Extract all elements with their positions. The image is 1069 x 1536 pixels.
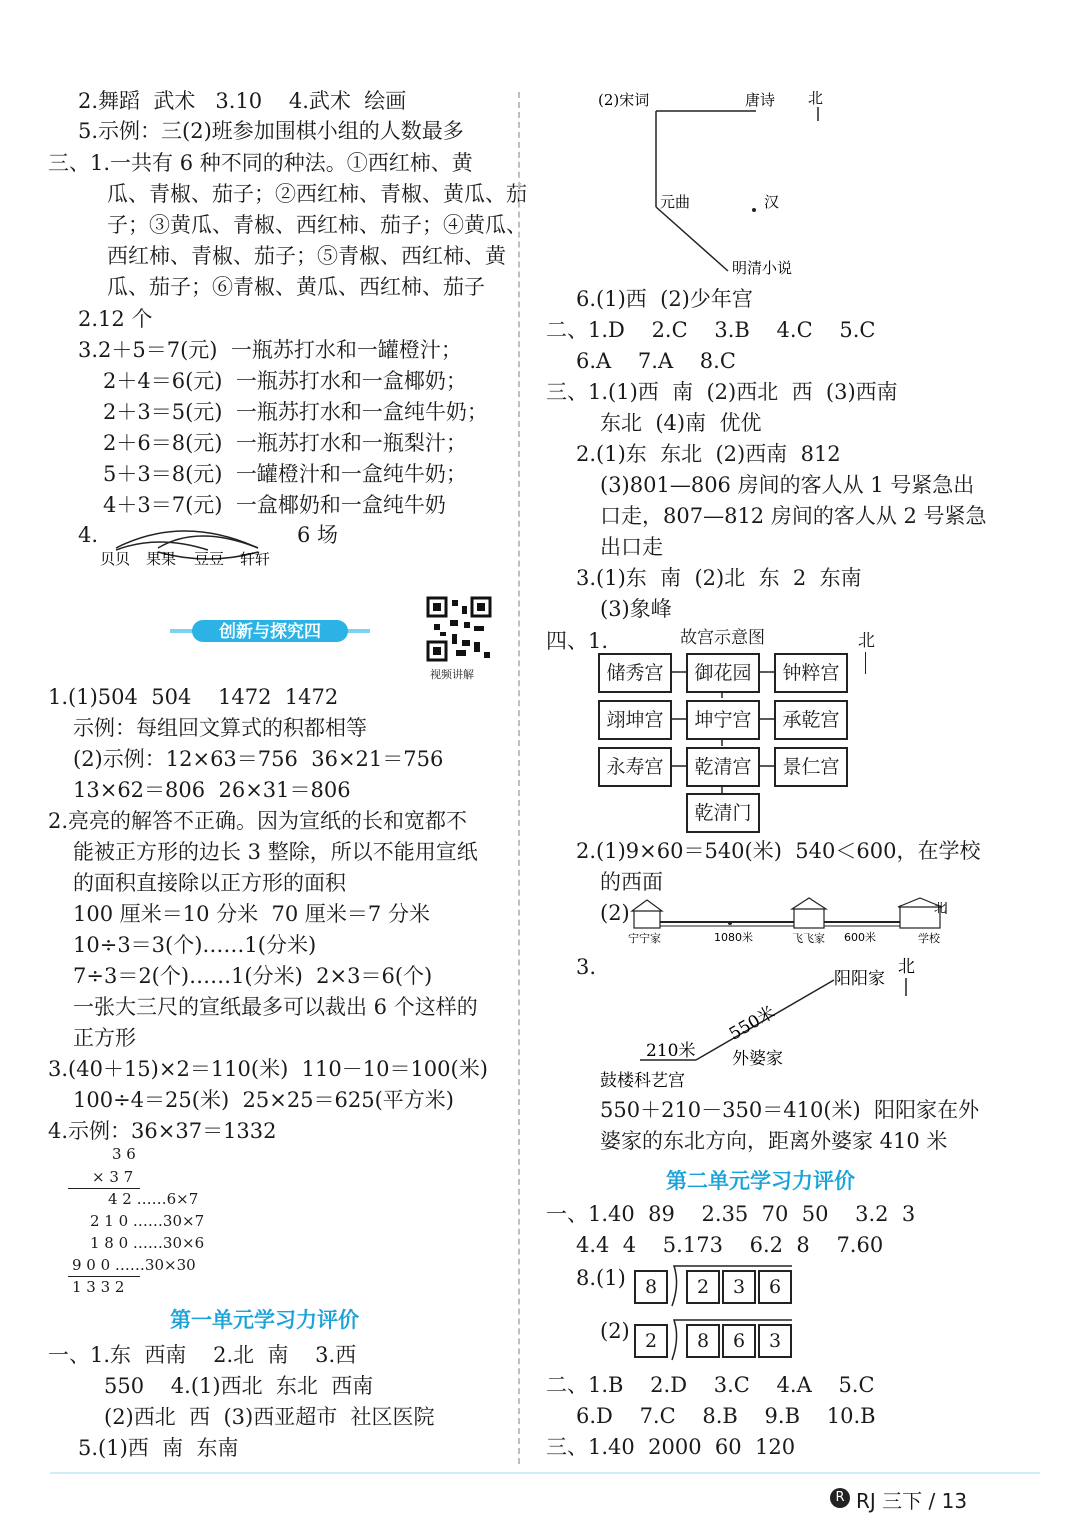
answer-line: 7÷3＝2(个)……1(分米) 2×3＝6(个)	[73, 964, 433, 988]
road-label: 飞飞家	[792, 932, 825, 945]
answer-line: 三、1.(1)西 南 (2)西北 西 (3)西南	[546, 380, 898, 404]
answer-line: (2)示例：12×63＝756 36×21＝756	[73, 747, 444, 771]
answer-line: 婆家的东北方向，距离外婆家 410 米	[600, 1129, 948, 1153]
digit-box: 3	[722, 1270, 756, 1304]
section-banner	[170, 616, 370, 646]
answer-line: (3)象峰	[600, 597, 672, 621]
answer-line: 二、1.D 2.C 3.B 4.C 5.C	[546, 318, 876, 342]
map-label: 阳阳家	[834, 969, 885, 989]
unit2-title: 第二单元学习力评价	[666, 1169, 855, 1193]
footer-rule	[50, 1472, 1040, 1474]
palace-title: 故宫示意图	[680, 628, 765, 648]
house-icon	[794, 908, 824, 928]
answer-line: 三、1.40 2000 60 120	[546, 1435, 796, 1459]
north-label: 北	[808, 89, 824, 107]
map-label: 鼓楼科艺宫	[600, 1071, 685, 1091]
answer-line: 5.示例：三(2)班参加围棋小组的人数最多	[78, 119, 464, 143]
vertical-calc-line: 4 2 ……6×7	[108, 1190, 199, 1208]
digit-box: 3	[758, 1324, 792, 1358]
answer-line: 4.4 4 5.173 6.2 8 7.60	[576, 1233, 884, 1257]
vertical-calc-line: 2 1 0 ……30×7	[90, 1212, 205, 1230]
digit-box: 8	[686, 1324, 720, 1358]
page-number: RJ 三下 / 13	[856, 1489, 968, 1513]
vertical-calc-line: 1 3 3 2	[72, 1278, 125, 1296]
vertical-calc-line: × 3 7	[92, 1168, 134, 1186]
calc-rule	[68, 1276, 140, 1277]
palace-box: 永寿宫	[598, 747, 672, 787]
palace-box: 钟粹宫	[774, 653, 848, 693]
vertical-calc-line: 9 0 0 ……30×30	[72, 1256, 196, 1274]
calc-rule	[68, 1188, 140, 1189]
answer-line: 4.示例：36×37＝1332	[48, 1119, 277, 1143]
answer-line: 东北 (4)南 优优	[600, 411, 762, 435]
answer-line: 四、1.	[546, 629, 609, 653]
road-label: 1080米	[714, 931, 753, 944]
north-label: 北	[898, 957, 915, 977]
answer-line: 10÷3＝3(个)……1(分米)	[73, 933, 317, 957]
digit-box: 6	[758, 1270, 792, 1304]
answer-line: 一张大三尺的宣纸最多可以裁出 6 个这样的	[73, 995, 478, 1019]
answer-line: 2.舞蹈 武术 3.10 4.武术 绘画	[78, 89, 407, 113]
answer-line: 13×62＝806 26×31＝806	[73, 778, 351, 802]
answer-line: 西红柿、青椒、茄子；⑤青椒、西红柿、黄	[107, 244, 506, 268]
answer-line: (2)西北 西 (3)西亚超市 社区医院	[104, 1405, 435, 1429]
answer-line: 三、1.一共有 6 种不同的种法。①西红柿、黄	[48, 151, 473, 175]
answer-line: 6.D 7.C 8.B 9.B 10.B	[576, 1404, 876, 1428]
answer-line: 3.(40＋15)×2＝110(米) 110－10＝100(米)	[48, 1057, 488, 1081]
answer-line: 3.(1)东 南 (2)北 东 2 东南	[576, 566, 862, 590]
vertical-calc-line: 1 8 0 ……30×6	[90, 1234, 205, 1252]
digit-box: 2	[686, 1270, 720, 1304]
answer-line: 2.亮亮的解答不正确。因为宣纸的长和宽都不	[48, 809, 468, 833]
map-label: 外婆家	[732, 1049, 783, 1069]
map-label: 210米	[646, 1041, 696, 1061]
palace-box: 乾清门	[686, 793, 760, 833]
palace-box: 承乾宫	[774, 700, 848, 740]
name-label: 贝贝	[100, 550, 131, 568]
brand-icon: R	[830, 1488, 850, 1508]
map-label: 元曲	[660, 193, 691, 211]
answer-line: 2＋6＝8(元) 一瓶苏打水和一瓶梨汁；	[103, 431, 467, 455]
map-label: 唐诗	[745, 91, 776, 109]
answer-line: 的面积直接除以正方形的面积	[73, 871, 346, 895]
answer-line: 5＋3＝8(元) 一罐橙汁和一盒纯牛奶；	[103, 462, 467, 486]
map-label: 550米	[725, 1002, 779, 1045]
north-label: 北	[934, 901, 947, 915]
map-label: 明清小说	[732, 259, 793, 277]
road-label: 宁宁家	[628, 932, 661, 945]
answer-line: 子；③黄瓜、青椒、西红柿、茄子；④黄瓜、	[107, 213, 527, 237]
answer-line: 550＋210－350＝410(米) 阳阳家在外	[600, 1098, 980, 1122]
answer-line: 口走，807—812 房间的客人从 2 号紧急	[600, 504, 987, 528]
route-map	[596, 952, 926, 1094]
answer-line: 550 4.(1)西北 东北 西南	[104, 1374, 374, 1398]
palace-box: 翊坤宫	[598, 700, 672, 740]
answer-line: 出口走	[600, 535, 663, 559]
answer-line: 瓜、茄子；⑥青椒、黄瓜、西红柿、茄子	[107, 275, 485, 299]
answer-line: 一、1.东 西南 2.北 南 3.西	[48, 1343, 357, 1367]
answer-line: 的西面	[600, 870, 663, 894]
answer-line: 一、1.40 89 2.35 70 50 3.2 3	[546, 1202, 916, 1226]
answer-line: 示例：每组回文算式的积都相等	[73, 716, 367, 740]
house-icon	[634, 910, 660, 928]
palace-box: 景仁宫	[774, 747, 848, 787]
answer-line: 8.(1)	[576, 1266, 626, 1290]
answer-line: 2＋4＝6(元) 一瓶苏打水和一盒椰奶；	[103, 369, 467, 393]
digit-box: 2	[634, 1324, 668, 1358]
answer-line: 5.(1)西 南 东南	[78, 1436, 239, 1460]
name-label: 轩轩	[240, 550, 271, 568]
name-label: 豆豆	[194, 550, 225, 568]
palace-box: 御花园	[686, 653, 760, 693]
answer-line: (3)801—806 房间的客人从 1 号紧急出	[600, 473, 975, 497]
banner-title: 创新与探究四	[219, 622, 321, 642]
match-diagram	[98, 512, 288, 574]
answer-line: 2.12 个	[78, 307, 153, 331]
answer-line: 4.	[78, 523, 99, 547]
north-arrow	[865, 652, 866, 674]
vertical-calc-line: 3 6	[112, 1145, 136, 1163]
answer-line: 4＋3＝7(元) 一盒椰奶和一盒纯牛奶	[103, 493, 446, 517]
palace-box: 坤宁宫	[686, 700, 760, 740]
answer-line: 2.(1)东 东北 (2)西南 812	[576, 442, 841, 466]
answer-line: (2)	[600, 901, 630, 925]
unit1-title: 第一单元学习力评价	[170, 1308, 359, 1332]
answer-line: 100 厘米＝10 分米 70 厘米＝7 分米	[73, 902, 430, 926]
road-label: 600米	[844, 931, 876, 944]
digit-box: 8	[634, 1270, 668, 1304]
answer-line: 二、1.B 2.D 3.C 4.A 5.C	[546, 1373, 875, 1397]
name-label: 果果	[146, 550, 177, 568]
palace-box: 储秀宫	[598, 653, 672, 693]
answer-line: 能被正方形的边长 3 整除，所以不能用宣纸	[73, 840, 478, 864]
palace-box: 乾清宫	[686, 747, 760, 787]
answer-line: 2＋3＝5(元) 一瓶苏打水和一盒纯牛奶；	[103, 400, 488, 424]
map-label: (2)宋词	[598, 91, 650, 109]
qr-label: 视频讲解	[430, 668, 474, 681]
answer-line: 6.A 7.A 8.C	[576, 349, 736, 373]
qr-code-icon[interactable]	[426, 596, 492, 662]
north-label: 北	[858, 631, 875, 651]
answer-line: 2.(1)9×60＝540(米) 540＜600，在学校	[576, 839, 981, 863]
road-diagram	[628, 896, 958, 946]
answer-line: 1.(1)504 504 1472 1472	[48, 685, 339, 709]
column-divider	[518, 92, 520, 1464]
road-label: 学校	[918, 932, 940, 945]
answer-line: 6 场	[297, 523, 339, 547]
literature-map	[590, 85, 850, 285]
answer-line: 3.	[576, 955, 597, 979]
answer-line: 瓜、青椒、茄子；②西红柿、青椒、黄瓜、茄	[107, 182, 527, 206]
answer-line: 3.2＋5＝7(元) 一瓶苏打水和一罐橙汁；	[78, 338, 462, 362]
answer-line: 正方形	[73, 1026, 136, 1050]
answer-line: (2)	[600, 1319, 630, 1343]
digit-box: 6	[722, 1324, 756, 1358]
answer-line: 6.(1)西 (2)少年宫	[576, 287, 753, 311]
map-label: 汉	[764, 193, 780, 211]
answer-line: 100÷4＝25(米) 25×25＝625(平方米)	[73, 1088, 455, 1112]
